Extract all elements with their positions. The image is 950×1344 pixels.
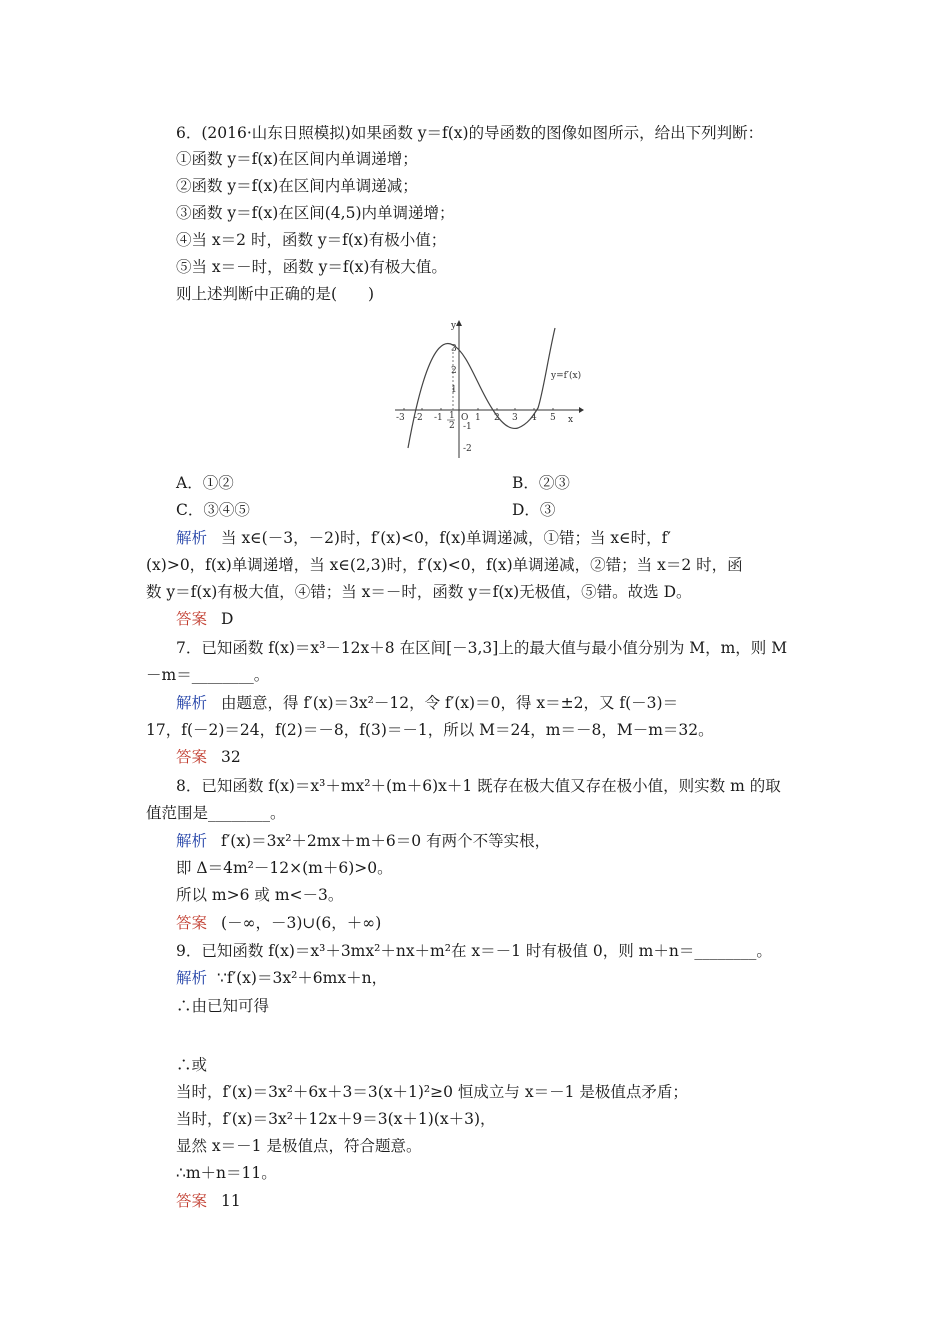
q7-answer-label: 答案 xyxy=(176,748,208,766)
q9-analysis-label: 解析 xyxy=(176,969,208,987)
x-tick-3: 3 xyxy=(512,413,518,423)
q9-analysis-line-4: 当时，f′(x)＝3x²＋6x＋3＝3(x＋1)²≥0 恒成立与 x＝－1 是极值点矛盾； xyxy=(176,1083,688,1101)
q6-answer-line xyxy=(176,608,233,630)
derivative-curve xyxy=(408,328,555,448)
q7-stem-line-1: 7．已知函数 f(x)＝x³－12x＋8 在区间[－3,3]上的最大值与最小值分别为 M，m，则 M xyxy=(176,639,788,657)
q8-answer-value: (－∞，－3)∪(6，＋∞) xyxy=(221,914,382,932)
q6-option-d: D．③ xyxy=(512,501,556,519)
q8-analysis-line-2: 即 Δ＝4m²－12×(m＋6)>0。 xyxy=(176,859,393,877)
x-tick-5: 5 xyxy=(550,413,556,423)
q7-analysis-line-2: 17，f(－2)＝24，f(2)＝－8，f(3)＝－1，所以 M＝24，m＝－8，M－m＝32。 xyxy=(146,721,714,739)
q7-analysis-line-1 xyxy=(176,692,678,714)
q8-answer-label: 答案 xyxy=(176,914,208,932)
q7-analysis-text-1: 由题意，得 f′(x)＝3x²－12，令 f′(x)＝0，得 x＝±2，又 f(－3)＝ xyxy=(221,694,679,712)
q9-analysis-line-7: ∴m＋n＝11。 xyxy=(176,1164,277,1182)
q6-analysis-line-3: 数 y＝f(x)有极大值，④错；当 x＝－时，函数 y＝f(x)无极值，⑤错。故选 D。 xyxy=(146,583,692,601)
q6-answer-label: 答案 xyxy=(176,610,208,628)
q6-stem: 6．(2016·山东日照模拟)如果函数 y＝f(x)的导函数的图像如图所示，给出下列判断： xyxy=(176,124,764,142)
q6-item-3: ③函数 y＝f(x)在区间(4,5)内单调递增； xyxy=(176,204,455,222)
half-tick-den-left: 2 xyxy=(449,421,455,431)
q6-answer-value: D xyxy=(221,610,234,628)
q8-analysis-label: 解析 xyxy=(176,832,208,850)
q7-analysis-label: 解析 xyxy=(176,694,208,712)
q9-analysis-text-1: ∵f′(x)＝3x²＋6mx＋n， xyxy=(217,969,388,987)
q8-analysis-text-1: f′(x)＝3x²＋2mx＋m＋6＝0 有两个不等实根， xyxy=(221,832,551,850)
q9-analysis-line-3: ∴或 xyxy=(176,1056,208,1074)
y-tick-1: 1 xyxy=(451,385,457,395)
q6-analysis-line-1 xyxy=(176,527,671,549)
derivative-graph-figure xyxy=(393,318,585,460)
x-tick-4: 4 xyxy=(531,413,537,423)
x-tick-2: 2 xyxy=(494,413,500,423)
q6-item-2: ②函数 y＝f(x)在区间内单调递减； xyxy=(176,177,418,195)
q6-option-a: A．①② xyxy=(176,474,234,492)
half-tick-num-left: 1 xyxy=(449,411,455,421)
q6-analysis-line-2: (x)>0，f(x)单调递增，当 x∈(2,3)时，f′(x)<0，f(x)单调递减，②错；当 x＝2 时，函 xyxy=(146,556,743,574)
y-axis-label: y xyxy=(451,321,457,331)
x-tick-1: 1 xyxy=(475,413,481,423)
q9-answer-label: 答案 xyxy=(176,1192,208,1210)
q6-analysis-text-1: 当 x∈(－3，－2)时，f′(x)<0，f(x)单调递减，①错；当 x∈时，f′ xyxy=(221,529,671,547)
y-tick-neg1: -1 xyxy=(463,422,472,432)
x-axis-label: x xyxy=(568,415,574,425)
q6-question: 则上述判断中正确的是( ) xyxy=(176,285,375,303)
q9-stem: 9．已知函数 f(x)＝x³＋3mx²＋nx＋m²在 x＝－1 时有极值 0，则 m＋n＝________。 xyxy=(176,942,772,960)
q6-item-4: ④当 x＝2 时，函数 y＝f(x)有极小值； xyxy=(176,231,447,249)
y-tick-2: 2 xyxy=(451,366,457,376)
q6-item-1: ①函数 y＝f(x)在区间内单调递增； xyxy=(176,150,418,168)
y-tick-neg2: -2 xyxy=(463,444,472,454)
q9-analysis-line-2: ∴由已知可得 xyxy=(176,997,270,1015)
q8-analysis-line-1 xyxy=(176,830,550,852)
q7-answer-line xyxy=(176,746,241,768)
q9-analysis-line-1 xyxy=(176,967,387,989)
y-tick-3: 3 xyxy=(451,344,457,354)
x-axis-arrow xyxy=(579,407,584,413)
q6-analysis-label: 解析 xyxy=(176,529,208,547)
q7-answer-value: 32 xyxy=(221,748,241,766)
q6-option-b: B．②③ xyxy=(512,474,570,492)
q9-answer-value: 11 xyxy=(221,1192,241,1210)
q9-analysis-line-6: 显然 x＝－1 是极值点，符合题意。 xyxy=(176,1137,422,1155)
x-tick-neg3: -3 xyxy=(396,413,405,423)
q9-analysis-line-5: 当时，f′(x)＝3x²＋12x＋9＝3(x＋1)(x＋3)， xyxy=(176,1110,496,1128)
q6-item-5: ⑤当 x＝－时，函数 y＝f(x)有极大值。 xyxy=(176,258,447,276)
q7-stem-line-2: －m＝________。 xyxy=(146,666,270,684)
y-axis-arrow xyxy=(456,320,462,326)
q8-stem-line-1: 8．已知函数 f(x)＝x³＋mx²＋(m＋6)x＋1 既存在极大值又存在极小值，则实数 m 的取 xyxy=(176,777,781,795)
q6-option-c: C．③④⑤ xyxy=(176,501,250,519)
q8-stem-line-2: 值范围是________。 xyxy=(146,804,286,822)
q9-answer-line xyxy=(176,1190,241,1212)
x-tick-neg2: -2 xyxy=(414,413,423,423)
q8-analysis-line-3: 所以 m>6 或 m<－3。 xyxy=(176,886,344,904)
curve-label: y=f′(x) xyxy=(551,371,582,381)
x-tick-neg1: -1 xyxy=(434,413,443,423)
origin-label: O xyxy=(461,413,469,423)
q8-answer-line xyxy=(176,912,381,934)
